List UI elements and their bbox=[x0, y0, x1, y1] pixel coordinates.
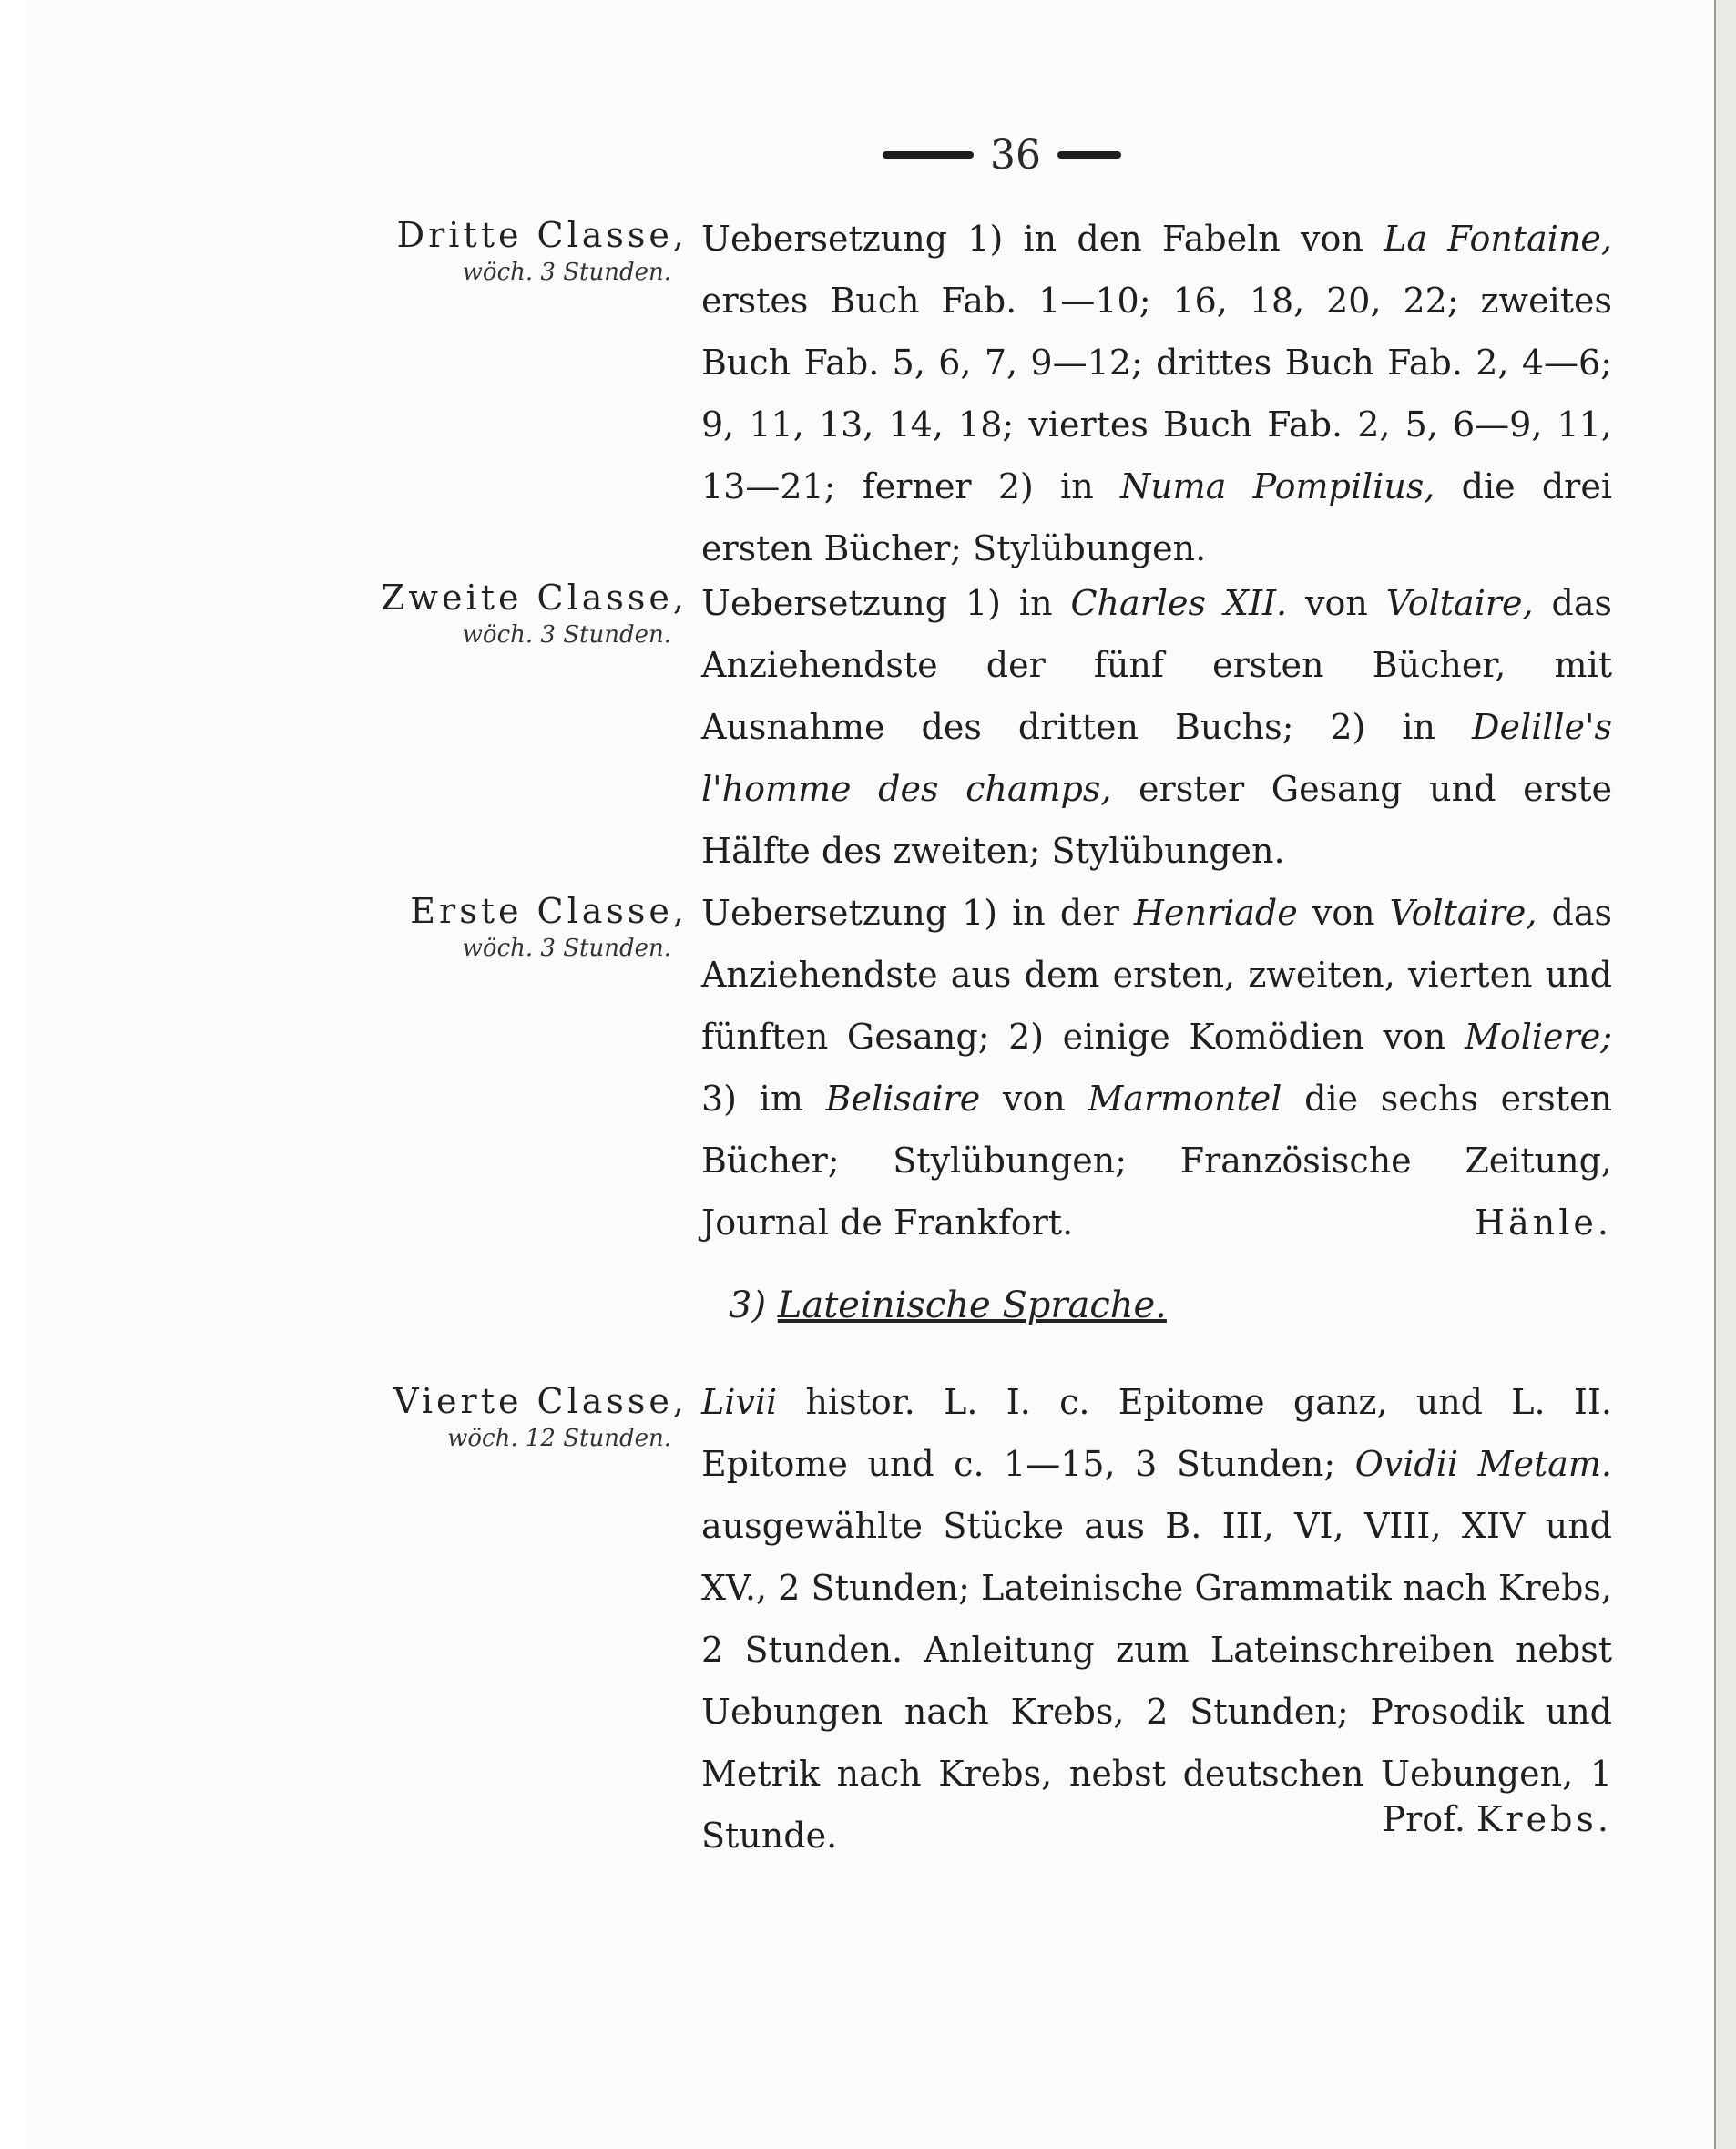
italic-title-text: Livii bbox=[701, 1382, 778, 1422]
italic-title-text: Ovidii Metam. bbox=[1354, 1444, 1612, 1484]
header-rule-right bbox=[1057, 151, 1121, 159]
class-hours: wöch. 3 Stunden. bbox=[462, 621, 671, 649]
entry-text-dritte bbox=[701, 208, 1612, 579]
page-gutter-edge bbox=[1714, 0, 1736, 2149]
body-text-segment: das Anziehendste aus dem ersten, zweiten, vierten und fünften Gesang; 2) einige Komödien von bbox=[701, 893, 1613, 1057]
body-text-segment: Uebersetzung 1) in der bbox=[701, 893, 1134, 933]
italic-title-text: Delille's l'homme des champs, bbox=[701, 707, 1612, 809]
italic-title-text: Charles XII. bbox=[1070, 583, 1288, 623]
body-text-segment: Uebersetzung 1) in bbox=[701, 583, 1071, 623]
body-text-segment: histor. L. I. c. Epitome ganz, und L. II. Epitome und c. 1—15, 3 Stunden; bbox=[701, 1382, 1612, 1484]
body-text-segment: von bbox=[980, 1079, 1088, 1119]
page-header bbox=[847, 128, 1157, 182]
entry-text-vierte bbox=[701, 1371, 1612, 1867]
class-hours: wöch. 12 Stunden. bbox=[447, 1425, 671, 1452]
class-label-dritte bbox=[360, 217, 688, 286]
teacher-signature: Hänle. bbox=[1475, 1202, 1612, 1243]
section-heading bbox=[729, 1284, 1167, 1326]
entry-text-zweite bbox=[701, 572, 1612, 882]
signature-name: Krebs. bbox=[1476, 1799, 1612, 1839]
class-name: Erste Classe, bbox=[410, 891, 688, 931]
page-number: 36 bbox=[990, 131, 1041, 179]
class-label-zweite bbox=[360, 579, 688, 649]
page-left-margin bbox=[0, 0, 26, 2149]
signature-krebs bbox=[1302, 1799, 1612, 1839]
italic-title-text: La Fontaine, bbox=[1384, 219, 1612, 259]
body-text-segment: die drei ersten Bücher; Stylübungen. bbox=[701, 466, 1612, 568]
signature-title: Prof. bbox=[1382, 1799, 1465, 1839]
class-label-vierte bbox=[360, 1383, 688, 1452]
header-rule-left bbox=[883, 151, 974, 159]
section-title: Lateinische Sprache. bbox=[777, 1284, 1167, 1326]
italic-title-text: Moliere; bbox=[1464, 1017, 1612, 1057]
body-text-segment: die sechs ersten Bücher; Stylübungen; Französische Zeitung, Journal de Frankfort. bbox=[701, 1079, 1612, 1243]
body-text-segment: 3) im bbox=[701, 1079, 826, 1119]
class-hours: wöch. 3 Stunden. bbox=[462, 935, 671, 962]
italic-title-text: Henriade bbox=[1133, 893, 1298, 933]
italic-title-text: Voltaire, bbox=[1389, 893, 1537, 933]
body-text-segment: ausgewählte Stücke aus B. III, VI, VIII, XIV und XV., 2 Stunden; Lateinische Grammatik nach Krebs, 2 Stunden. Anleitung zum Lateinschreiben nebst Uebungen nach Krebs, 2 Stunden; Prosodik und Metrik nach Krebs, nebst deutschen Uebungen, 1 Stunde. bbox=[701, 1506, 1612, 1856]
body-text-segment: erstes Buch Fab. 1—10; 16, 18, 20, 22; zweites Buch Fab. 5, 6, 7, 9—12; drittes Buch Fab. 2, 4—6; 9, 11, 13, 14, 18; viertes Buch Fab. 2, 5, 6—9, 11, 13—21; ferner 2) in bbox=[701, 281, 1612, 507]
italic-title-text: Numa Pompilius, bbox=[1119, 466, 1435, 507]
class-name: Vierte Classe, bbox=[393, 1381, 688, 1421]
entry-text-erste bbox=[701, 882, 1612, 1254]
section-number: 3) bbox=[729, 1284, 767, 1326]
body-text-segment: von bbox=[1297, 893, 1390, 933]
class-hours: wöch. 3 Stunden. bbox=[462, 259, 671, 286]
italic-title-text: Belisaire bbox=[825, 1079, 981, 1119]
italic-title-text: Marmontel bbox=[1088, 1079, 1282, 1119]
body-text-segment: erster Gesang und erste Hälfte des zweiten; Stylübungen. bbox=[701, 769, 1612, 871]
body-text-segment: von bbox=[1287, 583, 1386, 623]
class-label-erste bbox=[360, 893, 688, 962]
class-name: Zweite Classe, bbox=[381, 578, 688, 618]
body-text-segment: das Anziehendste der fünf ersten Bücher, mit Ausnahme des dritten Buchs; 2) in bbox=[701, 583, 1612, 747]
italic-title-text: Voltaire, bbox=[1385, 583, 1534, 623]
body-text-segment: Uebersetzung 1) in den Fabeln von bbox=[701, 219, 1384, 259]
class-name: Dritte Classe, bbox=[396, 215, 688, 255]
